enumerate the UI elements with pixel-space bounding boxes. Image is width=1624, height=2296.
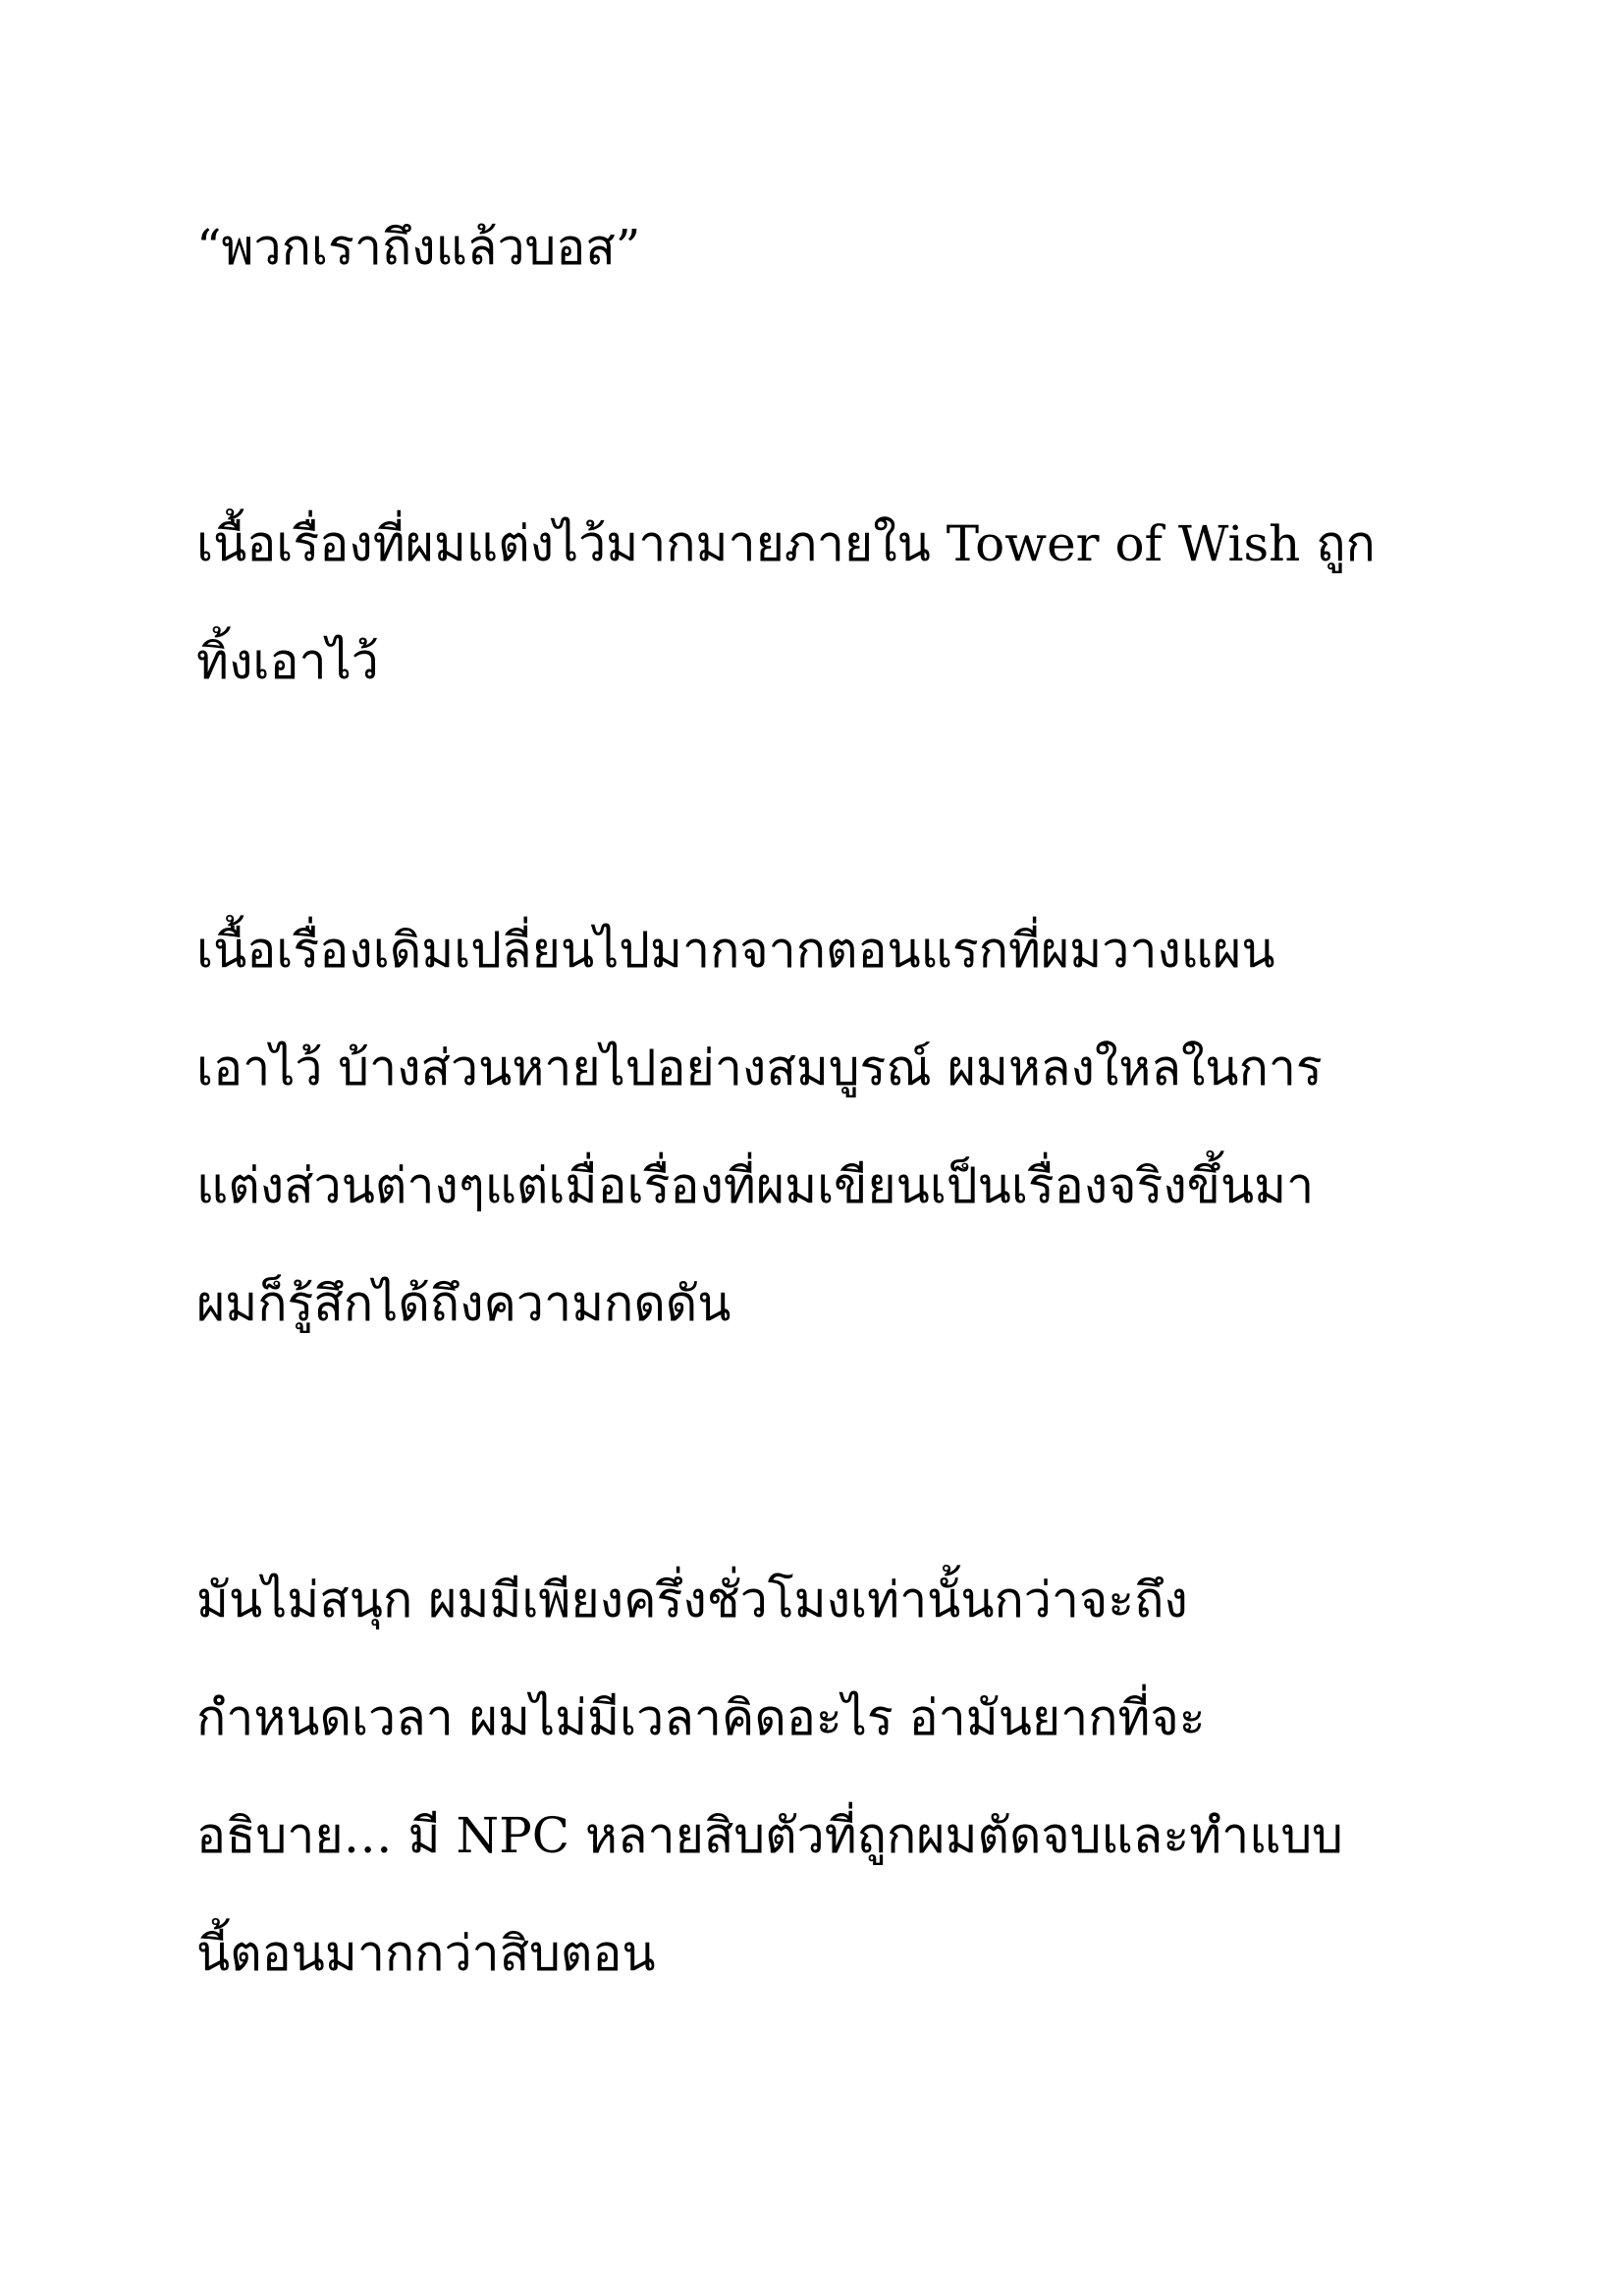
paragraph-4-line-4: นี้ตอนมากกว่าสิบตอน (196, 1925, 656, 1982)
paragraph-3-line-4: ผมก็รู้สึกได้ถึงความกดดัน (196, 1275, 731, 1332)
paragraph-2-line-1: เนื้อเรื่องที่ผมแต่งไว้มากมายภายใน Tower of Wish ถูก (196, 515, 1376, 572)
paragraph-1-line-1: “พวกเราถึงแล้วบอส” (196, 219, 641, 276)
paragraph-3-line-3: แต่งส่วนต่างๆแต่เมื่อเรื่องที่ผมเขียนเป็นเรื่องจริงขึ้นมา (196, 1157, 1315, 1214)
paragraph-4-line-3: อธิบาย… มี NPC หลายสิบตัวที่ถูกผมตัดจบและทำแบบ (196, 1807, 1343, 1864)
paragraph-3-line-1: เนื้อเรื่องเดิมเปลี่ยนไปมากจากตอนแรกที่ผมวางแผน (196, 922, 1275, 979)
paragraph-4-line-1: มันไม่สนุก ผมมีเพียงครึ่งชั่วโมงเท่านั้นกว่าจะถึง (196, 1572, 1188, 1629)
paragraph-4-line-2: กำหนดเวลา ผมไม่มีเวลาคิดอะไร อ่ามันยากที่จะ (196, 1689, 1206, 1746)
paragraph-2-line-2: ทิ้งเอาไว้ (196, 633, 379, 690)
paragraph-3-line-2: เอาไว้ บ้างส่วนหายไปอย่างสมบูรณ์ ผมหลงใหลในการ (196, 1040, 1323, 1096)
